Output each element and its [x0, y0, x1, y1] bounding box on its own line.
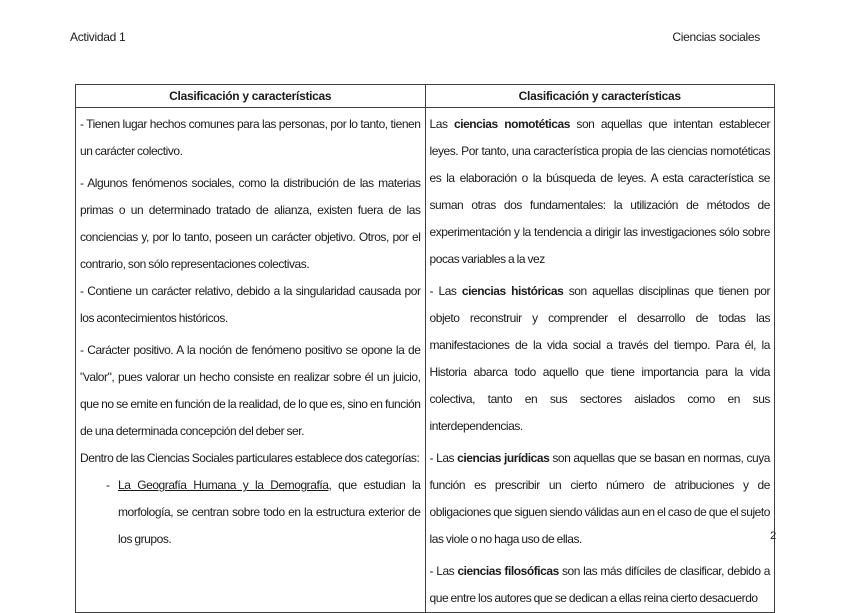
table-cell-left	[76, 108, 426, 613]
classification-table	[75, 84, 775, 613]
paragraph	[80, 445, 421, 472]
header-left-text: Actividad 1	[70, 30, 126, 44]
text-run: - Las	[429, 564, 458, 578]
header-right-text: Ciencias sociales	[672, 30, 760, 44]
text-run: son las más difíciles de clasificar, debido a que entre los autores que se dedican a ellas reina cierto desacuerdo	[429, 564, 770, 605]
list-marker: -	[106, 478, 110, 492]
paragraph	[80, 337, 421, 445]
paragraph	[430, 111, 771, 273]
text-run: son aquellas disciplinas que tienen por objeto reconstruir y comprender el desarrollo de todas las manifestaciones de la vida social a través del tiempo. Para él, la Historia abarca todo aquello que tiene importancia para la vida colectiva, tanto en sus sectores aislados como en sus interdependencias.	[429, 284, 771, 433]
text-run: - Carácter positivo. A la noción de fenómeno positivo se opone la de "valor", pues valorar un hecho consiste en realizar sobre él un juicio, que no se emite en función de la realidad, de lo que es, sino en función de una determinada concepción del deber ser.	[80, 343, 421, 438]
paragraph	[80, 111, 421, 165]
table-body	[76, 108, 775, 613]
text-run: La Geografía Humana y la Demografía	[118, 478, 329, 492]
text-run: - Algunos fenómenos sociales, como la distribución de las materias primas o un determinado tratado de alianza, existen fuera de las conciencias y, por lo tanto, poseen un carácter objetivo. Otros, por el contrario, son sólo representaciones colectivas.	[80, 176, 421, 271]
paragraph	[430, 445, 771, 553]
text-run: - Contiene un carácter relativo, debido a la singularidad causada por los acontecimientos históricos.	[80, 284, 421, 325]
text-run: , que estudian la morfología, se centran sobre todo en la estructura exterior de los grupos.	[118, 478, 421, 546]
list-item	[106, 472, 421, 553]
text-run: - Tienen lugar hechos comunes para las personas, por lo tanto, tienen un carácter colectivo.	[80, 117, 421, 158]
text-run: Las	[429, 117, 454, 131]
text-run: son aquellas que intentan establecer leyes. Por tanto, una característica propia de las ciencias nomotéticas es la elaboración o la búsqueda de leyes. A esta característica se suman otras dos fundamentales: la utilización de métodos de experimentación y la tendencia a dirigir las investigaciones sólo sobre pocas variables a la vez	[429, 117, 770, 266]
table-cell-right	[425, 108, 775, 613]
paragraph	[80, 278, 421, 332]
paragraph	[430, 558, 771, 612]
text-run: - Las	[429, 284, 462, 298]
text-run: ciencias jurídicas	[457, 451, 550, 465]
paragraph	[430, 278, 771, 440]
text-run: ciencias filosóficas	[457, 564, 559, 578]
table-header-right: Clasificación y características	[425, 85, 775, 108]
table-body-row	[76, 108, 775, 613]
page-number: 2	[770, 530, 776, 542]
page-header	[70, 30, 760, 44]
text-run: ciencias históricas	[461, 284, 564, 298]
table-header-row	[76, 85, 775, 108]
paragraph	[80, 170, 421, 278]
table-head	[76, 85, 775, 108]
text-run: ciencias nomotéticas	[453, 117, 570, 131]
text-run: son aquellas que se basan en normas, cuya función es prescribir un cierto número de atribuciones y de obligaciones que siguen siendo válidas aun en el caso de que el sujeto las viole o no haga uso de ellas.	[429, 451, 770, 546]
text-run: Dentro de las Ciencias Sociales particulares establece dos categorías:	[80, 451, 420, 465]
text-run: - Las	[429, 451, 458, 465]
table-header-left: Clasificación y características	[76, 85, 426, 108]
